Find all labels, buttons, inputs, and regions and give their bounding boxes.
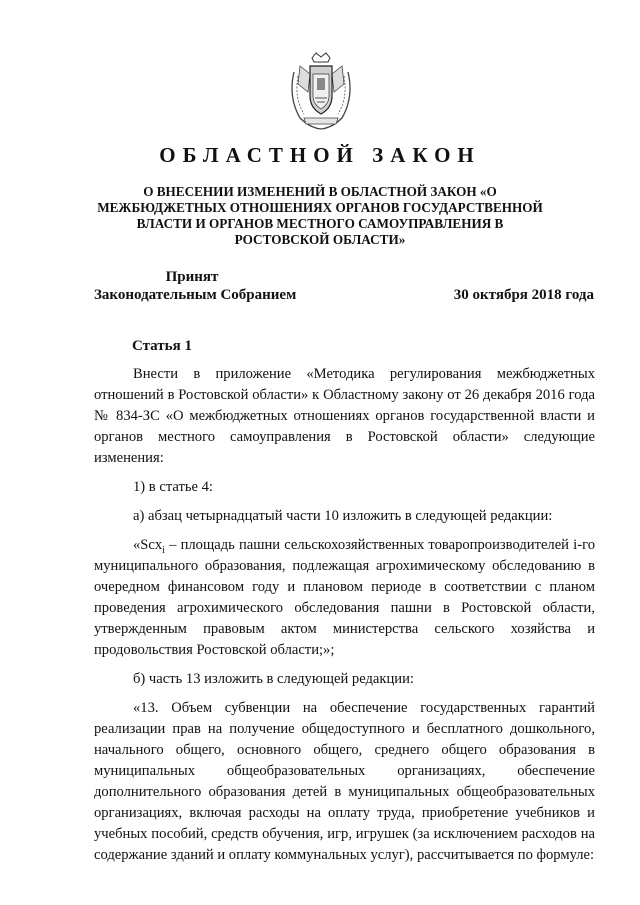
definition-text: – площадь пашни сельскохозяйственных товаропроизводителей i-го муниципального образования, подлежащая агрохимическому обследованию в очередном финансовом году и плановом периоде в соответствии с планом проведения агрохимического обследования пашни в Ростовской области, утвержденным правовым актом министерства сельского хозяйства и продовольствия Ростовской области;»; bbox=[94, 537, 595, 658]
coat-of-arms-icon bbox=[286, 52, 356, 130]
law-title: О ВНЕСЕНИИ ИЗМЕНЕНИЙ В ОБЛАСТНОЙ ЗАКОН «О МЕЖБЮДЖЕТНЫХ ОТНОШЕНИЯХ ОРГАНОВ ГОСУДАРСТВЕННОЙ ВЛАСТИ И ОРГАНОВ МЕСТНОГО САМОУПРАВЛЕНИЯ В РОСТОВСКОЙ ОБЛАСТИ» bbox=[97, 184, 543, 247]
formula-symbol: «Scx bbox=[133, 537, 163, 553]
formula-index: i bbox=[162, 544, 165, 556]
adoption-date: 30 октября 2018 года bbox=[453, 287, 594, 303]
adoption-block bbox=[94, 268, 296, 304]
article-intro: Внести в приложение «Методика регулирования межбюджетных отношений в Ростовской области» к Областному закону от 26 декабря 2016 года № 834-ЗС «О межбюджетных отношениях органов государственной власти и органов местного самоуправления в Ростовской области» следующие изменения: bbox=[94, 366, 595, 466]
quote-definition bbox=[94, 535, 595, 661]
adopting-body: Законодательным Собранием bbox=[94, 287, 297, 303]
item-1b: б) часть 13 изложить в следующей редакции: bbox=[133, 671, 414, 687]
article-body bbox=[94, 364, 595, 875]
item-1: 1) в статье 4: bbox=[133, 479, 213, 495]
article-heading: Статья 1 bbox=[132, 338, 192, 354]
adopted-label: Принят bbox=[165, 269, 219, 285]
quote-part-13: «13. Объем субвенции на обеспечение государственных гарантий реализации прав на получение общедоступного и бесплатного дошкольного, начального общего, основного общего, среднего общего образования в муниципальных общеобразовательных организациях, обеспечение дополнительного образования детей в муниципальных общеобразовательных организациях, включая расходы на оплату труда, приобретение учебников и учебных пособий, средств обучения, игр, игрушек (за исключением расходов на содержание зданий и оплату коммунальных услуг), рассчитывается по формуле: bbox=[94, 700, 595, 863]
item-1a: а) абзац четырнадцатый части 10 изложить в следующей редакции: bbox=[133, 508, 553, 524]
document-type-heading: ОБЛАСТНОЙ ЗАКОН bbox=[159, 143, 481, 167]
